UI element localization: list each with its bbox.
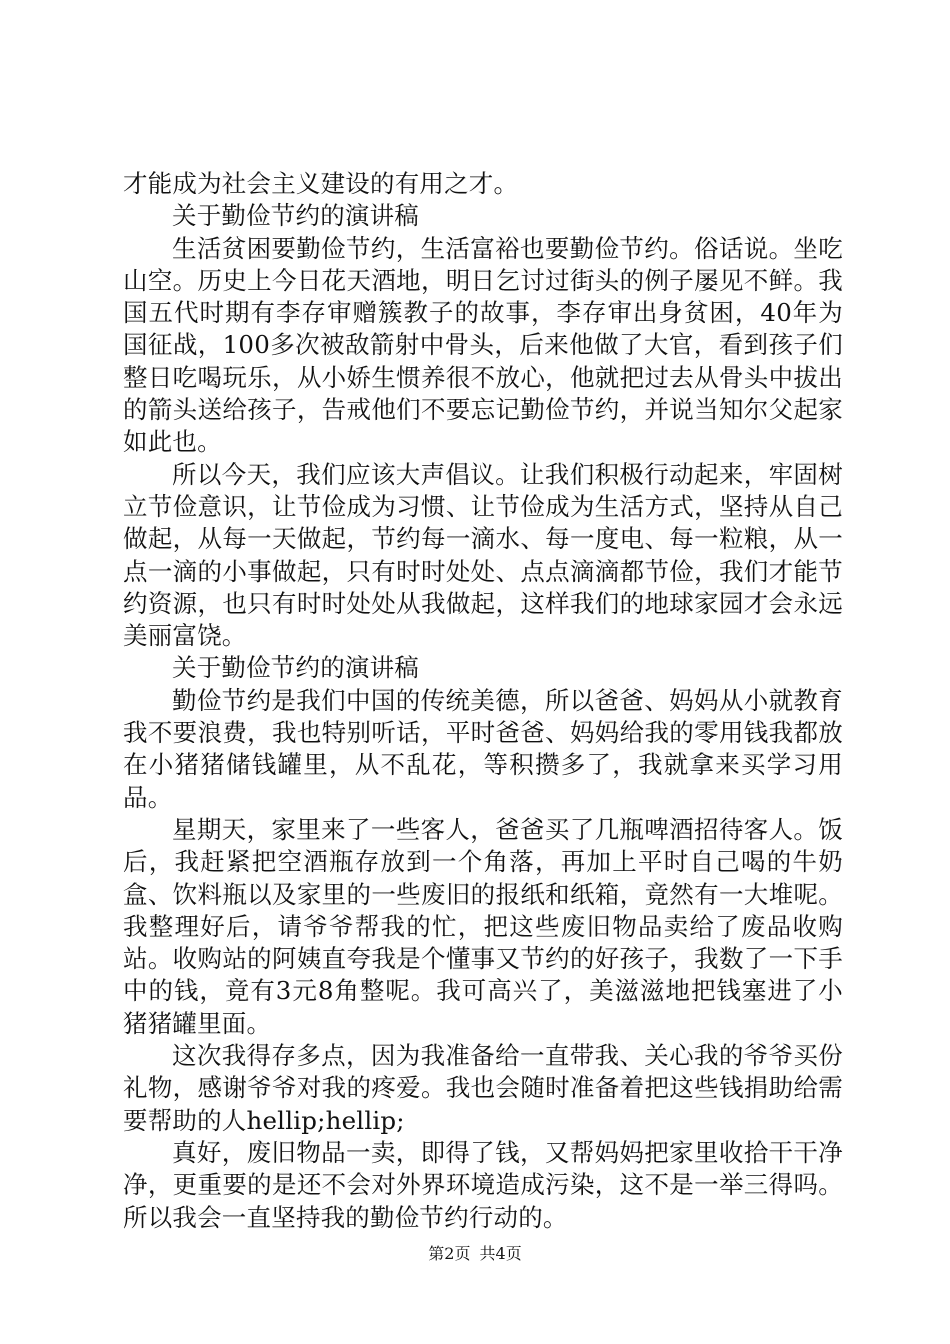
paragraph: 所以今天，我们应该大声倡议。让我们积极行动起来，牢固树立节俭意识，让节俭成为习惯、让节俭成为生活方式，坚持从自己做起，从每一天做起，节约每一滴水、每一度电、每一粒粮，从一点一滴的小事做起，只有时时处处、点点滴滴都节俭，我们才能节约资源，也只有时时处处从我做起，这样我们的地球家园才会永远美丽富饶。	[123, 459, 843, 651]
page-total: 共4页	[479, 1244, 522, 1263]
document-body	[123, 168, 843, 1234]
paragraph: 这次我得存多点，因为我准备给一直带我、关心我的爷爷买份礼物，感谢爷爷对我的疼爱。我也会随时准备着把这些钱捐助给需要帮助的人hellip;hellip;	[123, 1041, 843, 1135]
paragraph: 生活贫困要勤俭节约，生活富裕也要勤俭节约。俗话说。坐吃山空。历史上今日花天酒地，明日乞讨过街头的例子屡见不鲜。我国五代时期有李存审赠簇教子的故事，李存审出身贫困，40年为国征战，100多次被敌箭射中骨头，后来他做了大官，看到孩子们整日吃喝玩乐，从小娇生惯养很不放心，他就把过去从骨头中拔出的箭头送给孩子，告戒他们不要忘记勤俭节约，并说当知尔父起家如此也。	[123, 233, 843, 457]
paragraph: 星期天，家里来了一些客人，爸爸买了几瓶啤酒招待客人。饭后，我赶紧把空酒瓶存放到一个角落，再加上平时自己喝的牛奶盒、饮料瓶以及家里的一些废旧的报纸和纸箱，竟然有一大堆呢。我整理好后，请爷爷帮我的忙，把这些废旧物品卖给了废品收购站。收购站的阿姨直夸我是个懂事又节约的好孩子，我数了一下手中的钱，竟有3元8角整呢。我可高兴了，美滋滋地把钱塞进了小猪猪罐里面。	[123, 814, 843, 1038]
page-number: 第2页	[428, 1244, 471, 1263]
paragraph-continuation: 才能成为社会主义建设的有用之才。	[123, 169, 519, 198]
page-footer	[0, 1244, 950, 1264]
paragraph: 真好，废旧物品一卖，即得了钱，又帮妈妈把家里收拾干干净净，更重要的是还不会对外界环境造成污染，这不是一举三得吗。所以我会一直坚持我的勤俭节约行动的。	[123, 1137, 843, 1232]
section-heading: 关于勤俭节约的演讲稿	[172, 653, 419, 683]
section-heading: 关于勤俭节约的演讲稿	[172, 201, 419, 231]
paragraph: 勤俭节约是我们中国的传统美德，所以爸爸、妈妈从小就教育我不要浪费，我也特别听话，平时爸爸、妈妈给我的零用钱我都放在小猪猪储钱罐里，从不乱花，等积攒多了，我就拿来买学习用品。	[123, 685, 843, 812]
